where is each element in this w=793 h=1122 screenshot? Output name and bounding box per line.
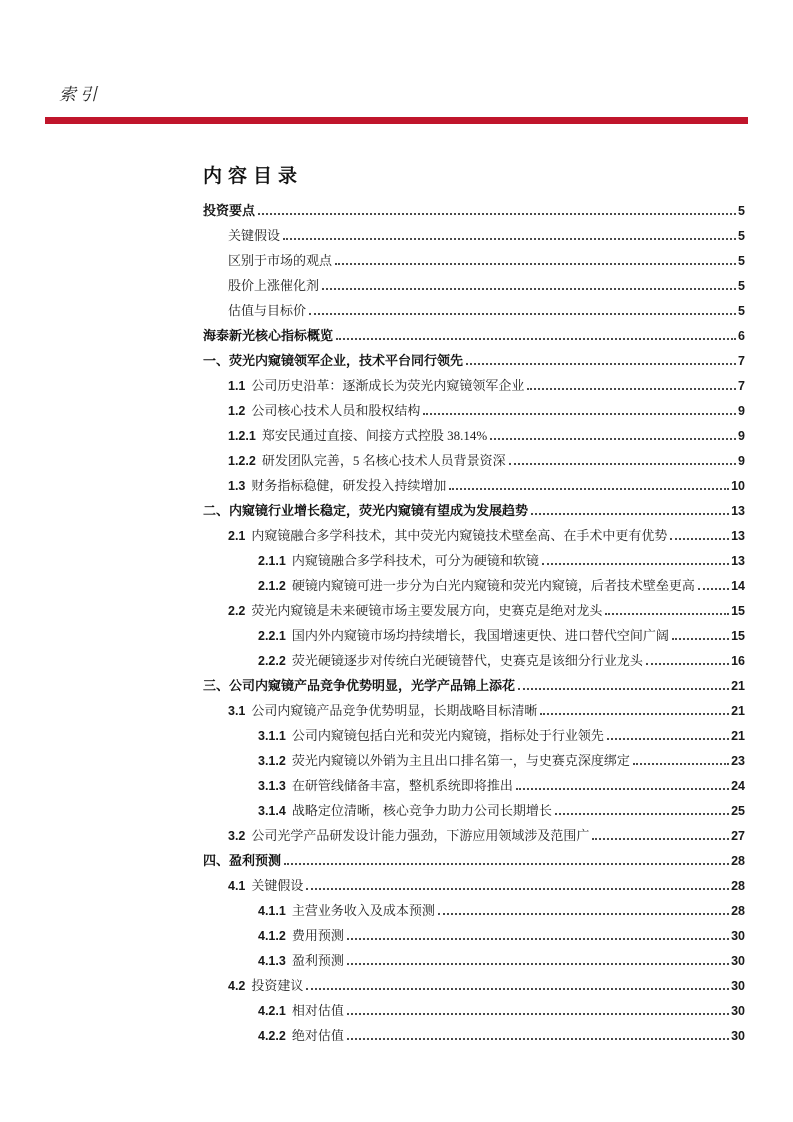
toc-entry[interactable] (203, 1023, 745, 1048)
toc-entry-page: 28 (731, 904, 745, 918)
toc-entry-text: 四、盈利预测 (203, 853, 282, 868)
dot-leader-line (516, 788, 729, 790)
toc-entry-page: 14 (731, 579, 745, 593)
toc-entry-number: 1.3 (228, 479, 246, 493)
dot-leader-line (542, 563, 729, 565)
toc-entry-number: 2.1.1 (258, 554, 286, 568)
toc-entry-page: 28 (731, 879, 745, 893)
toc-entry-text: 公司历史沿革：逐渐成长为荧光内窥镜领军企业 (251, 378, 525, 393)
dot-leader-line (490, 438, 736, 440)
toc-entry-number: 4.2 (228, 979, 246, 993)
toc-entry-number: 4.2.2 (258, 1029, 286, 1043)
toc-entry-text: 公司内窥镜产品竞争优势明显，长期战略目标清晰 (251, 703, 538, 718)
toc-entry[interactable] (203, 798, 745, 823)
toc-entry-text: 荧光内窥镜以外销为主且出口排名第一，与史赛克深度绑定 (291, 753, 630, 768)
toc-entry-number: 2.2.1 (258, 629, 286, 643)
dot-leader-line (592, 838, 729, 840)
toc-entry[interactable] (203, 348, 745, 373)
toc-entry-number: 1.2.1 (228, 429, 256, 443)
dot-leader-line (347, 938, 729, 940)
dot-leader-line (283, 238, 736, 240)
dot-leader-line (306, 988, 729, 990)
toc-entry-text: 内窥镜融合多学科技术，可分为硬镜和软镜 (291, 553, 539, 568)
toc-entry[interactable] (203, 973, 745, 998)
toc-entry-text: 海泰新光核心指标概览 (203, 328, 334, 343)
toc-entry[interactable] (203, 698, 745, 723)
dot-leader-line (306, 888, 729, 890)
toc-entry-text: 公司核心技术人员和股权结构 (251, 403, 421, 418)
dot-leader-line (540, 713, 729, 715)
toc-entry-text: 费用预测 (291, 928, 344, 943)
toc-entry[interactable] (203, 448, 745, 473)
toc-entry-number: 3.1 (228, 704, 246, 718)
toc-entry[interactable] (203, 998, 745, 1023)
dot-leader-line (633, 763, 729, 765)
toc-entry-page: 21 (731, 679, 745, 693)
toc-entry-page: 6 (738, 329, 745, 343)
toc-entry-number: 4.1.1 (258, 904, 286, 918)
toc-entry-page: 5 (738, 204, 745, 218)
toc-entry[interactable] (203, 423, 745, 448)
toc-entry-page: 30 (731, 929, 745, 943)
toc-entry[interactable] (203, 923, 745, 948)
toc-entry-text: 三、公司内窥镜产品竞争优势明显，光学产品锦上添花 (203, 678, 516, 693)
toc-entry[interactable] (203, 273, 745, 298)
toc-entry-page: 28 (731, 854, 745, 868)
toc-entry-page: 7 (738, 354, 745, 368)
toc-entry-number: 4.1.2 (258, 929, 286, 943)
toc-entry[interactable] (203, 898, 745, 923)
toc-entry-page: 9 (738, 454, 745, 468)
toc-entry-text: 二、内窥镜行业增长稳定，荧光内窥镜有望成为发展趋势 (203, 503, 529, 518)
toc-entry[interactable] (203, 623, 745, 648)
toc-entry-page: 25 (731, 804, 745, 818)
toc-entry[interactable] (203, 298, 745, 323)
toc-entry-number: 1.2 (228, 404, 246, 418)
toc-entry[interactable] (203, 948, 745, 973)
dot-leader-line (509, 463, 736, 465)
dot-leader-line (466, 363, 736, 365)
toc-entry-page: 15 (731, 629, 745, 643)
dot-leader-line (438, 913, 729, 915)
dot-leader-line (258, 213, 736, 215)
toc-entry-text: 主营业务收入及成本预测 (291, 903, 435, 918)
toc-entry[interactable] (203, 648, 745, 673)
toc-entry-page: 7 (738, 379, 745, 393)
toc-entry-text: 在研管线储备丰富，整机系统即将推出 (291, 778, 513, 793)
toc-entry[interactable] (203, 598, 745, 623)
toc-entry-text: 公司内窥镜包括白光和荧光内窥镜，指标处于行业领先 (291, 728, 604, 743)
toc-entry-text: 股价上涨催化剂 (228, 278, 320, 293)
dot-leader-line (347, 1013, 729, 1015)
toc-entry-page: 21 (731, 704, 745, 718)
dot-leader-line (672, 638, 729, 640)
toc-entry-page: 15 (731, 604, 745, 618)
toc-entry[interactable] (203, 373, 745, 398)
toc-entry-text: 相对估值 (291, 1003, 344, 1018)
toc-list (203, 198, 745, 1048)
toc-entry-page: 5 (738, 254, 745, 268)
dot-leader-line (698, 588, 729, 590)
toc-entry-text: 公司光学产品研发设计能力强劲，下游应用领域涉及范围广 (251, 828, 590, 843)
toc-entry-number: 2.1.2 (258, 579, 286, 593)
toc-entry-text: 郑安民通过直接、间接方式控股 38.14% (261, 428, 488, 443)
toc-entry[interactable] (203, 248, 745, 273)
toc-entry[interactable] (203, 823, 745, 848)
toc-entry-page: 5 (738, 229, 745, 243)
toc-entry-text: 硬镜内窥镜可进一步分为白光内窥镜和荧光内窥镜，后者技术壁垒更高 (291, 578, 695, 593)
toc-entry[interactable] (203, 548, 745, 573)
toc-entry[interactable] (203, 223, 745, 248)
toc-entry[interactable] (203, 848, 745, 873)
toc-entry-page: 9 (738, 404, 745, 418)
dot-leader-line (423, 413, 736, 415)
dot-leader-line (347, 963, 729, 965)
dot-leader-line (322, 288, 736, 290)
dot-leader-line (605, 613, 729, 615)
toc-entry-text: 荧光内窥镜是未来硬镜市场主要发展方向，史赛克是绝对龙头 (251, 603, 603, 618)
toc-entry-page: 21 (731, 729, 745, 743)
toc-entry-number: 1.1 (228, 379, 246, 393)
toc-entry-text: 投资要点 (203, 203, 256, 218)
toc-entry-page: 24 (731, 779, 745, 793)
toc-entry-text: 财务指标稳健，研发投入持续增加 (251, 478, 447, 493)
toc-entry[interactable] (203, 748, 745, 773)
toc-entry-page: 30 (731, 1029, 745, 1043)
toc-entry-text: 绝对估值 (291, 1028, 344, 1043)
toc-entry-text: 盈利预测 (291, 953, 344, 968)
toc-entry-number: 2.2.2 (258, 654, 286, 668)
toc-entry[interactable] (203, 323, 745, 348)
dot-leader-line (527, 388, 736, 390)
toc-entry-text: 战略定位清晰，核心竞争力助力公司长期增长 (291, 803, 552, 818)
dot-leader-line (555, 813, 729, 815)
toc-entry[interactable] (203, 873, 745, 898)
toc-title: 内容目录 (203, 166, 304, 187)
toc-entry[interactable] (203, 573, 745, 598)
toc-entry-page: 30 (731, 954, 745, 968)
toc-entry[interactable] (203, 398, 745, 423)
toc-entry-page: 13 (731, 554, 745, 568)
toc-entry-text: 投资建议 (251, 978, 304, 993)
toc-entry-text: 一、荧光内窥镜领军企业，技术平台同行领先 (203, 353, 464, 368)
toc-entry-page: 30 (731, 1004, 745, 1018)
toc-entry-text: 关键假设 (251, 878, 304, 893)
toc-entry-page: 16 (731, 654, 745, 668)
toc-entry-number: 2.2 (228, 604, 246, 618)
dot-leader-line (336, 338, 736, 340)
toc-entry-number: 4.1.3 (258, 954, 286, 968)
toc-entry[interactable] (203, 773, 745, 798)
toc-entry-page: 9 (738, 429, 745, 443)
toc-entry-page: 23 (731, 754, 745, 768)
toc-entry-text: 估值与目标价 (228, 303, 307, 318)
toc-entry-number: 4.1 (228, 879, 246, 893)
toc-entry-number: 2.1 (228, 529, 246, 543)
toc-entry-number: 1.2.2 (228, 454, 256, 468)
toc-entry[interactable] (203, 198, 745, 223)
dot-leader-line (670, 538, 729, 540)
dot-leader-line (335, 263, 736, 265)
toc-entry-text: 内窥镜融合多学科技术，其中荧光内窥镜技术壁垒高、在手术中更有优势 (251, 528, 668, 543)
toc-entry-text: 研发团队完善，5 名核心技术人员背景资深 (261, 453, 506, 468)
toc-entry-page: 10 (731, 479, 745, 493)
dot-leader-line (607, 738, 729, 740)
toc-entry-text: 关键假设 (228, 228, 281, 243)
dot-leader-line (646, 663, 729, 665)
toc-entry-text: 荧光硬镜逐步对传统白光硬镜替代，史赛克是该细分行业龙头 (291, 653, 643, 668)
dot-leader-line (518, 688, 729, 690)
toc-entry-page: 13 (731, 529, 745, 543)
toc-entry[interactable] (203, 673, 745, 698)
toc-entry-number: 4.2.1 (258, 1004, 286, 1018)
dot-leader-line (309, 313, 736, 315)
toc-entry-number: 3.1.2 (258, 754, 286, 768)
toc-entry[interactable] (203, 473, 745, 498)
toc-entry-number: 3.1.1 (258, 729, 286, 743)
toc-entry-text: 国内外内窥镜市场均持续增长，我国增速更快、进口替代空间广阔 (291, 628, 669, 643)
toc-entry-page: 5 (738, 304, 745, 318)
toc-entry[interactable] (203, 723, 745, 748)
toc-entry-text: 区别于市场的观点 (228, 253, 333, 268)
toc-entry-page: 5 (738, 279, 745, 293)
toc-entry[interactable] (203, 523, 745, 548)
toc-entry-page: 27 (731, 829, 745, 843)
header-rule (45, 117, 748, 124)
toc-entry-number: 3.2 (228, 829, 246, 843)
dot-leader-line (347, 1038, 729, 1040)
toc-entry-page: 30 (731, 979, 745, 993)
dot-leader-line (284, 863, 729, 865)
toc-entry[interactable] (203, 498, 745, 523)
toc-entry-number: 3.1.4 (258, 804, 286, 818)
dot-leader-line (449, 488, 729, 490)
index-corner-label: 索引 (59, 85, 101, 104)
dot-leader-line (531, 513, 729, 515)
toc-entry-page: 13 (731, 504, 745, 518)
toc-entry-number: 3.1.3 (258, 779, 286, 793)
